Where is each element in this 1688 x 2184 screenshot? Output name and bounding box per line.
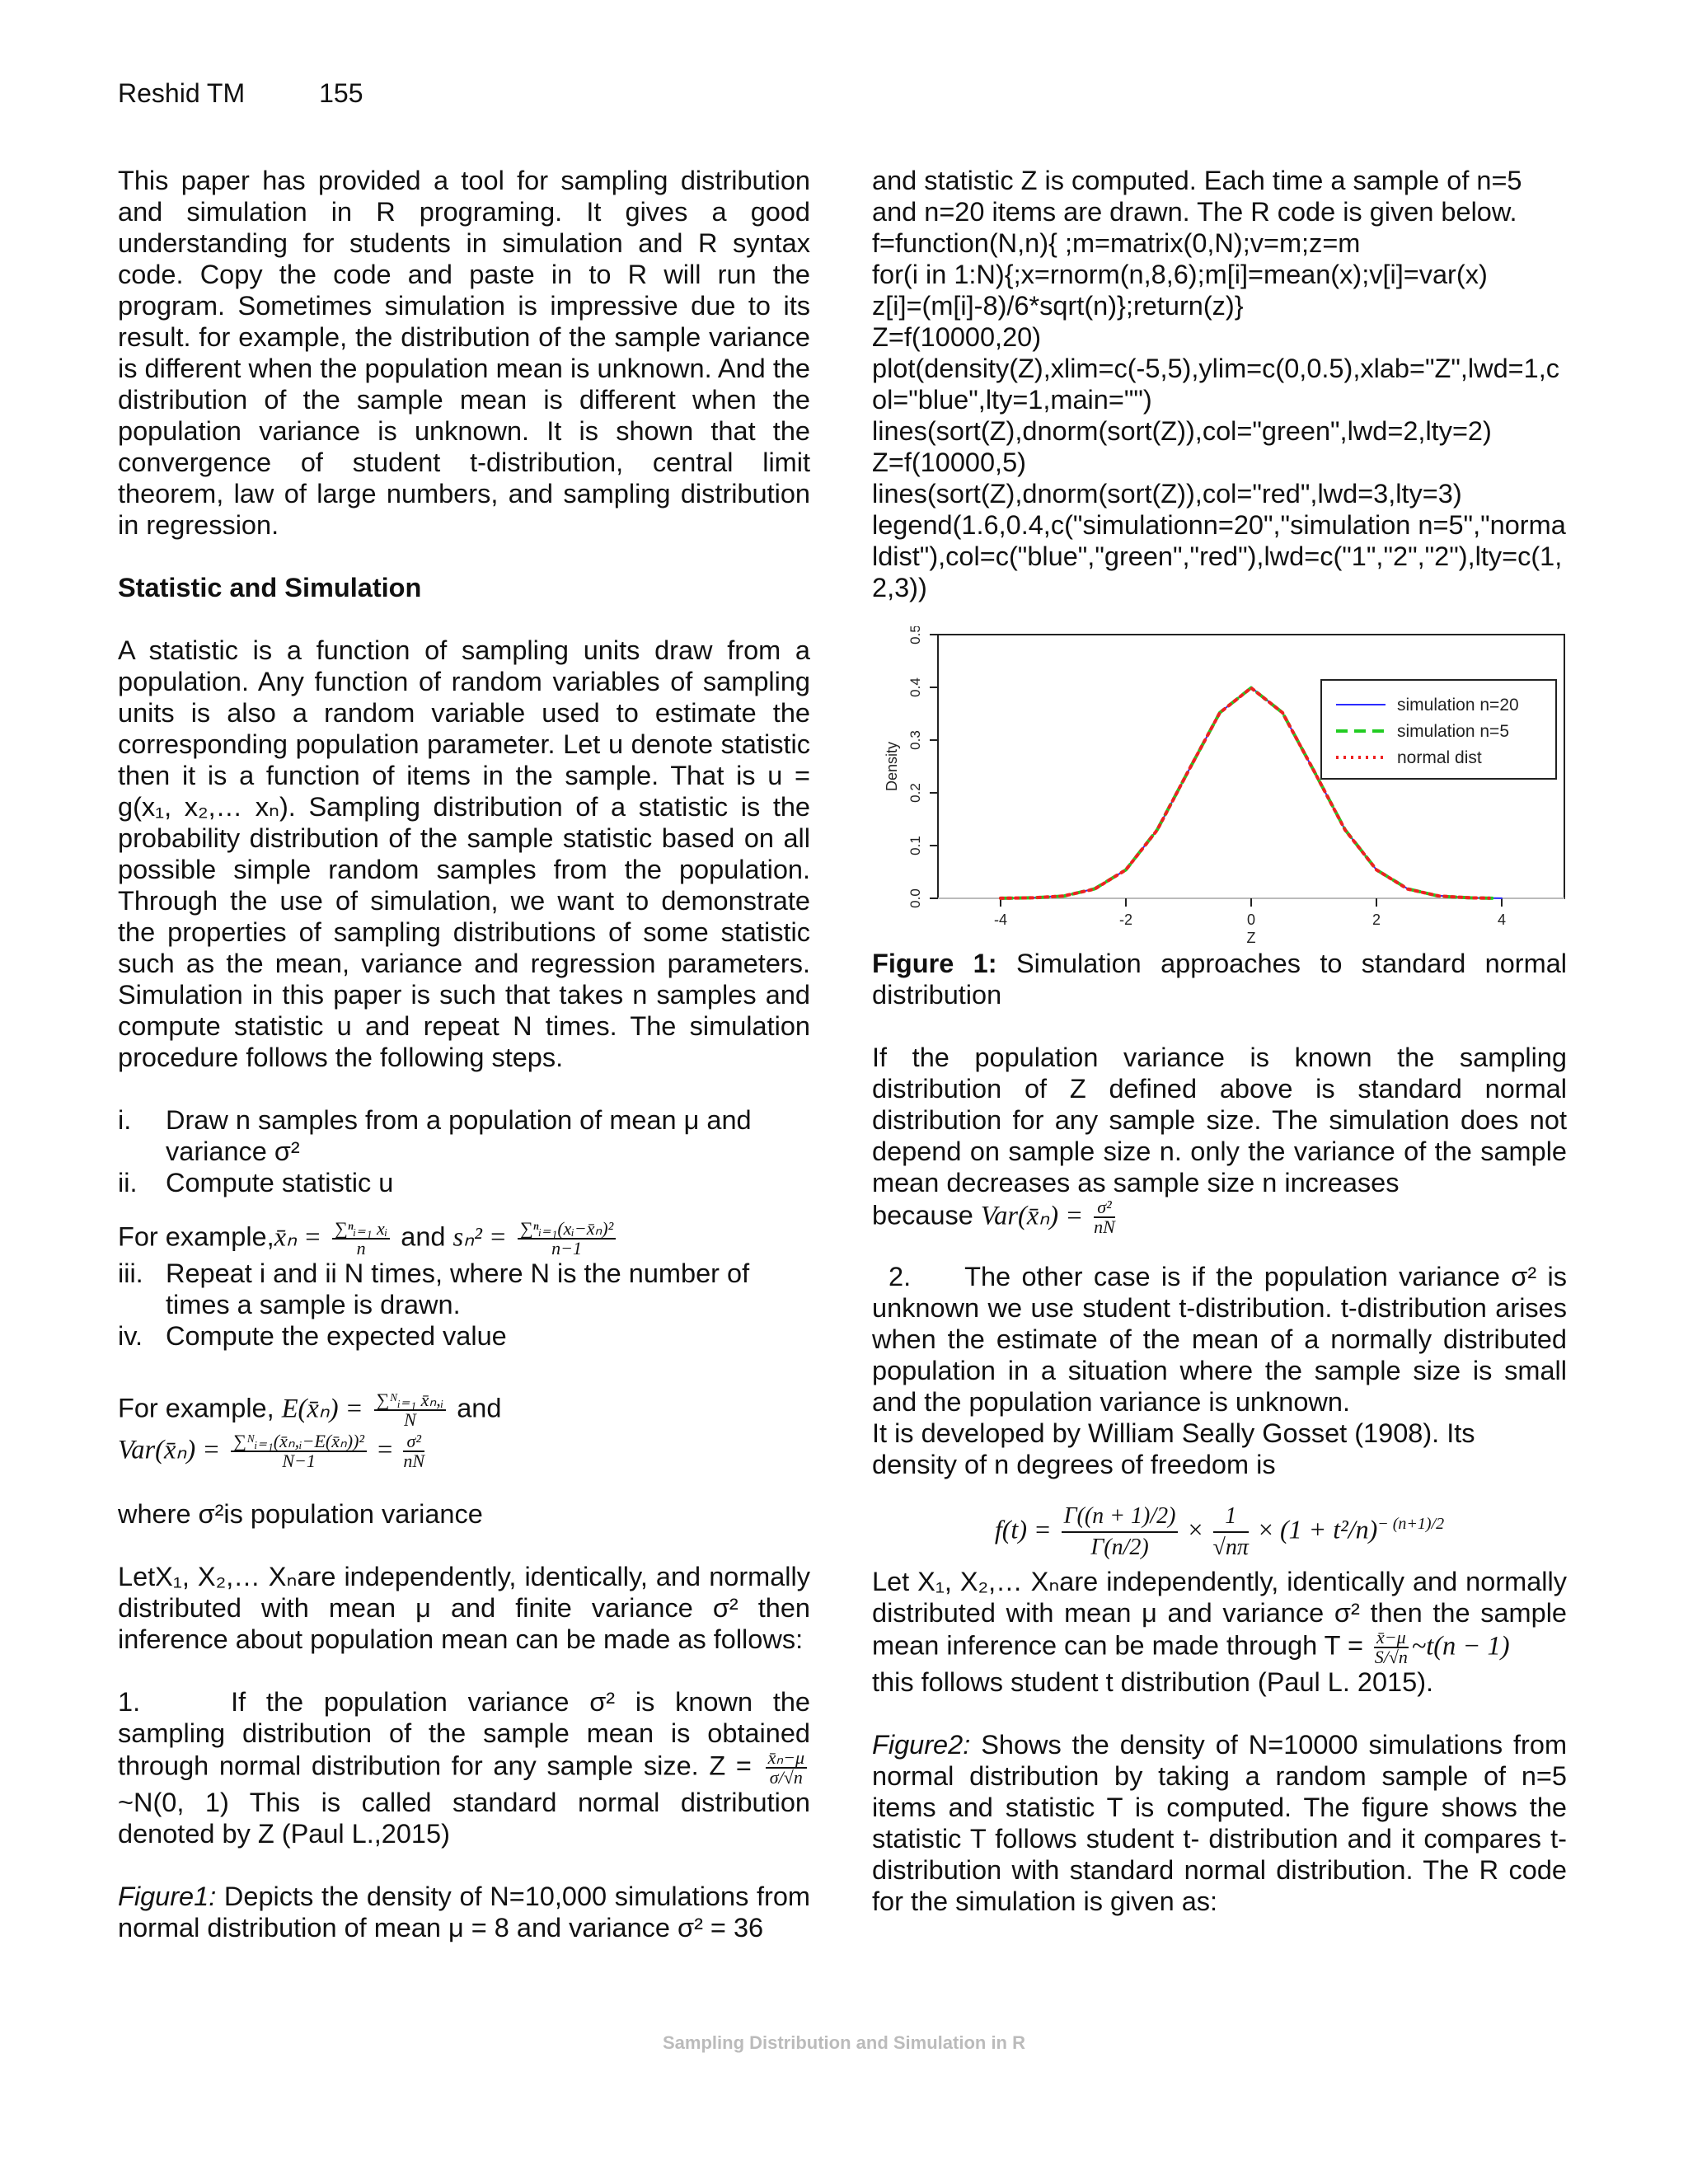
step-iii: iii. Repeat i and ii N times, where N is the number of times a sample is drawn. [118, 1258, 750, 1319]
because-line: because Var(x̄ₙ) = $\frac{\text{σ²}}{nN}$ [872, 1197, 1115, 1237]
figure-1 [872, 626, 1567, 948]
y-tick-label: 0.0 [907, 888, 923, 908]
fraction-t: $\frac{x̄-\mu}{S/√n}$ [1374, 1627, 1408, 1667]
code-line: lines(sort(Z),dnorm(sort(Z)),col="red",lwd=3,lty=3) [872, 479, 1462, 509]
steps-list-2 [118, 1258, 810, 1352]
x-axis-label: Z [1246, 930, 1256, 946]
legend-label: simulation n=5 [1397, 722, 1509, 741]
x-tick-label: -2 [1118, 912, 1133, 928]
y-tick-label: 0.2 [907, 783, 923, 803]
let2-paragraph: Let X₁, X₂,… Xₙare independently, identically and normally distributed with mean μ and variance σ² then the sample mean inference can be made through T = $\frac{x̄-\mu}{S/√n}$ ~t(n − 1) [872, 1567, 1567, 1667]
figure1-description: Figure1: Depicts the density of N=10,000 simulations from normal distribution of mean μ = 8 and variance σ² = 36 [118, 1882, 811, 1943]
known-variance-paragraph: If the population variance is known the sampling distribution of Z defined above is standard normal distribution for any sample size. The simulation does not depend on sample size n. only the variance of the sample mean decreases as sample size n increases [872, 1043, 1567, 1197]
t-density-formula: f(t) = $\frac{\Gamma((n + 1)/2)}{\Gamma(n/2)}$ × $\frac{1}{√n\pi}$ × $(1 + t^2/n)^{- (n+1)/2}$ [872, 1485, 1567, 1563]
step-ii: ii. Compute statistic u [118, 1168, 394, 1197]
x-tick-label: 2 [1372, 912, 1381, 928]
fraction-gamma: $\frac{\Gamma((n + 1)/2)}{\Gamma(n/2)}$ [1062, 1502, 1179, 1563]
gosset-line: It is developed by William Seally Gosset (1908). Its density of n degrees of freedom is [872, 1418, 1475, 1479]
fraction-one-over-sqrt: $\frac{1}{√n\pi}$ [1212, 1503, 1249, 1561]
step-iv: iv. Compute the expected value [118, 1321, 507, 1351]
statistic-paragraph: A statistic is a function of sampling units draw from a population. Any function of random variables of sampling units is also a random variable used to estimate the corresponding population parameter. Let u denote statistic then it is a function of items in the sample. That is u = g(x₁, x₂,… xₙ). Sampling distribution of a statistic is the probability distribution of the sample statistic based on all possible simple random samples from the population. Through the use of simulation, we want to demonstrate the properties of sampling distributions of some statistic such as the mean, variance and regression parameters. Simulation in this paper is such that takes n samples and compute statistic u and repeat N times. The simulation procedure follows the following steps. [118, 635, 810, 1072]
item-2: 2. The other case is if the population variance σ² is unknown we use student t-distribution. t-distribution arises when the estimate of the mean of a normally distributed population in a situation where the sample size is small and the population variance is unknown. [872, 1262, 1567, 1417]
y-tick-label: 0.5 [907, 626, 923, 644]
example-1: For example,x̄ₙ = $\frac{\text{∑ⁿᵢ₌₁ xᵢ}}{n}$ and sₙ² = $\frac{\text{∑ⁿᵢ₌₁(xᵢ−x̄ₙ)²}}{n-1}$ [118, 1220, 810, 1258]
y-axis-label: Density [884, 741, 900, 792]
code-line: plot(density(Z),xlim=c(-5,5),ylim=c(0,0.5),xlab="Z",lwd=1,col="blue",lty=1,main="") [872, 354, 1560, 415]
step-i: i. Draw n samples from a population of mean μ and variance σ² [118, 1105, 752, 1166]
steps-list [118, 1104, 810, 1198]
section-heading: Statistic and Simulation [118, 573, 422, 602]
x-tick-label: 4 [1497, 912, 1507, 928]
header-page-number: 155 [319, 78, 363, 108]
example-2: For example, E(x̄ₙ) = $\frac{\text{∑ᴺᵢ₌₁ x̄ₙ,ᵢ}}{N}$ and [118, 1390, 502, 1430]
x-tick-label: 0 [1246, 912, 1256, 928]
let2-continued: this follows student t distribution (Paul L. 2015). [872, 1667, 1434, 1697]
code-line: lines(sort(Z),dnorm(sort(Z)),col="green",lwd=2,lty=2) [872, 416, 1492, 446]
fraction-sigma: $\frac{\text{σ²}}{nN}$ [403, 1431, 425, 1471]
figure2-paragraph: Figure2: Shows the density of N=10000 simulations from normal distribution by taking a random sample of n=5 items and statistic T is computed. The figure shows the statistic T follows student t- distribution and it compares t-distribution with standard normal distribution. The R code for the simulation is given as: [872, 1730, 1568, 1916]
right-column [872, 165, 1567, 1917]
code-line: legend(1.6,0.4,c("simulationn=20","simulation n=5","normaldist"),col=c("blue","green","red"),lwd=c("1","2","2"),lty=c(1,2,3)) [872, 510, 1566, 602]
y-tick-label: 0.4 [907, 677, 923, 697]
legend-label: normal dist [1397, 748, 1482, 767]
density-chart [872, 626, 1567, 948]
code-line: z[i]=(m[i]-8)/6*sqrt(n)};return(z)} [872, 291, 1244, 321]
intro-paragraph: This paper has provided a tool for sampling distribution and simulation in R programing. It gives a good understanding for students in simulation and R syntax code. Copy the code and paste in to R will run the program. Sometimes simulation is impressive due to its result. for example, the distribution of the sample variance is different when the population mean is unknown. And the distribution of the sample mean is different when the population variance is unknown. It is shown that the convergence of student t-distribution, central limit theorem, law of large numbers, and sampling distribution in regression. [118, 166, 810, 540]
fraction-mean: $\frac{\text{∑ⁿᵢ₌₁ xᵢ}}{n}$ [332, 1220, 390, 1258]
x-tick-label: -4 [993, 912, 1008, 928]
fraction-because: $\frac{\text{σ²}}{nN}$ [1094, 1197, 1115, 1237]
header-author: Reshid TM [118, 78, 246, 108]
example-2-variance: Var(x̄ₙ) = $\frac{\text{∑ᴺᵢ₌₁(x̄ₙ,ᵢ−E(x̄ₙ))²}}{N-1}$ = $\frac{\text{σ²}}{nN}$ [118, 1431, 425, 1471]
figure1-caption: Figure 1: Simulation approaches to standard normal distribution [872, 949, 1567, 1010]
y-tick-label: 0.1 [907, 836, 923, 855]
y-tick-label: 0.3 [907, 730, 923, 750]
fraction-variance: $\frac{\text{∑ⁿᵢ₌₁(xᵢ−x̄ₙ)²}}{n-1}$ [518, 1220, 616, 1258]
code-line: Z=f(10000,20) [872, 322, 1042, 352]
code-line: f=function(N,n){ ;m=matrix(0,N);v=m;z=m [872, 228, 1361, 258]
fraction-z: $\frac{\text{x̄ₙ−μ}}{\sigma/√n}$ [766, 1749, 807, 1787]
code-line: Z=f(10000,5) [872, 448, 1026, 477]
fraction-var-numerator: $\frac{\text{∑ᴺᵢ₌₁(x̄ₙ,ᵢ−E(x̄ₙ))²}}{N-1}$ [231, 1432, 367, 1470]
code-line: for(i in 1:N){;x=rnorm(n,8,6);m[i]=mean(x);v[i]=var(x) [872, 260, 1488, 289]
legend-label: simulation n=20 [1397, 696, 1519, 715]
running-header [118, 78, 363, 109]
right-intro: and statistic Z is computed. Each time a sample of n=5 and n=20 items are drawn. The R code is given below. [872, 166, 1522, 227]
r-code-block [872, 227, 1567, 603]
fraction-expectation: $\frac{\text{∑ᴺᵢ₌₁ x̄ₙ,ᵢ}}{N}$ [374, 1391, 447, 1429]
where-line: where σ²is population variance [118, 1499, 483, 1529]
item-1: 1. If the population variance σ² is known the sampling distribution of the sample mean is obtained through normal distribution for any sample size. Z = $\frac{\text{x̄ₙ−μ}}{\sigma/√n}$ ~N(0, 1) This is called standard normal distribution denoted by Z (Paul L.,2015) [118, 1687, 810, 1849]
running-footer: Sampling Distribution and Simulation in R [663, 2032, 1025, 2053]
left-column [118, 165, 810, 1943]
let-paragraph: LetX₁, X₂,… Xₙare independently, identically, and normally distributed with mean μ and finite variance σ² then inference about population mean can be made as follows: [118, 1562, 810, 1654]
